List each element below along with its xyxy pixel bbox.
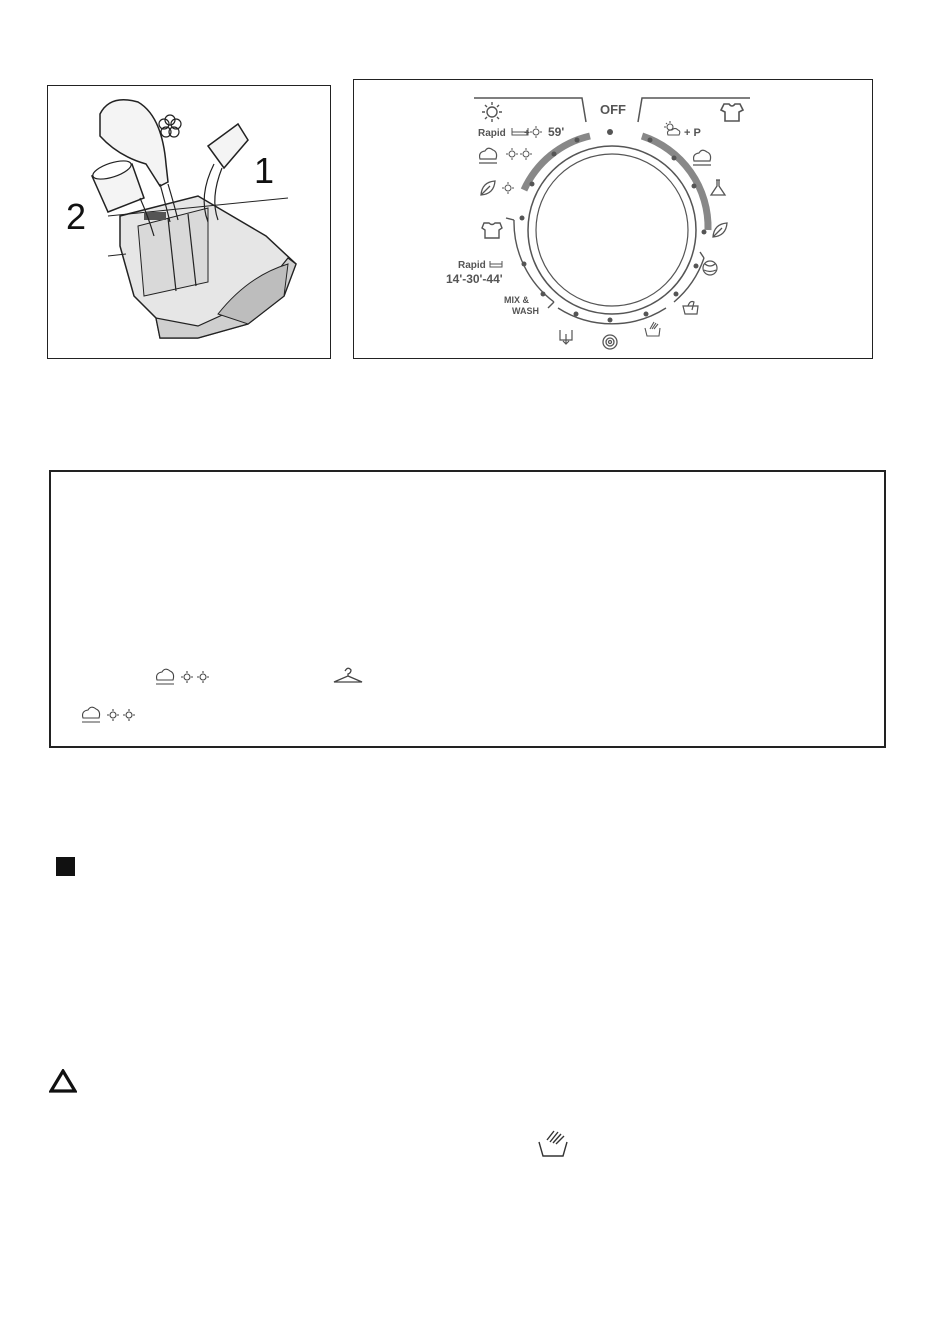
dial-knob[interactable] [536,154,688,306]
hanger-icon [331,666,365,686]
program-dial-figure [353,79,873,359]
dispenser-figure [47,85,331,359]
cotton-sun-sun-icon [81,706,141,726]
spiral-icon [603,335,617,349]
spray-icon [645,322,660,336]
bracket-right [638,98,750,122]
tick-mark [548,302,554,308]
arc-left [524,136,590,190]
hand-wash-icon [683,302,698,315]
cloud-right-icon [693,150,711,165]
tick-mark [506,218,514,220]
plus-p-label: + P [684,127,701,139]
rapid-top-time: 59' [548,125,565,139]
tick-mark [700,252,704,258]
plus-sign: + [524,128,530,139]
feather-right-icon [713,223,727,237]
cotton-sun-sun-icon [155,668,215,688]
off-label: OFF [600,102,626,117]
cloud-drops-icon [479,148,497,163]
shirt-icon [721,104,743,121]
feather-icon [481,181,495,195]
sun-icon [482,102,502,122]
info-box [49,470,886,748]
bracket-left [474,98,586,122]
program-dial [354,80,871,357]
detergent-drawer-icon [108,196,296,338]
shirt-care-icon [482,223,502,238]
sun-sun-icon [506,148,532,160]
drain-icon [560,330,572,344]
arc-right [642,136,708,230]
mix-wash-line1: MIX & [504,295,530,305]
sun-cloud-icon [664,121,680,135]
label-1: 1 [254,150,275,191]
dial-inner-ring [528,146,696,314]
detergent-drawer-illustration [48,86,329,357]
mix-wash-line2: WASH [512,306,539,316]
rapid-top-label: Rapid [478,128,506,139]
rapid-bottom-times: 14'-30'-44' [446,272,503,286]
rapid-bottom-label: Rapid [458,260,486,271]
flask-icon [711,180,725,195]
sun-top-small-icon [530,126,542,138]
small-sun-icon [502,182,514,194]
spray-basin-icon [536,1130,572,1158]
warning-triangle-icon [49,1069,77,1093]
basin-small-icon [490,261,502,267]
stop-square-icon [56,857,75,876]
flower-softener-icon [159,115,181,137]
label-2: 2 [66,196,87,237]
wool-icon [703,261,717,275]
